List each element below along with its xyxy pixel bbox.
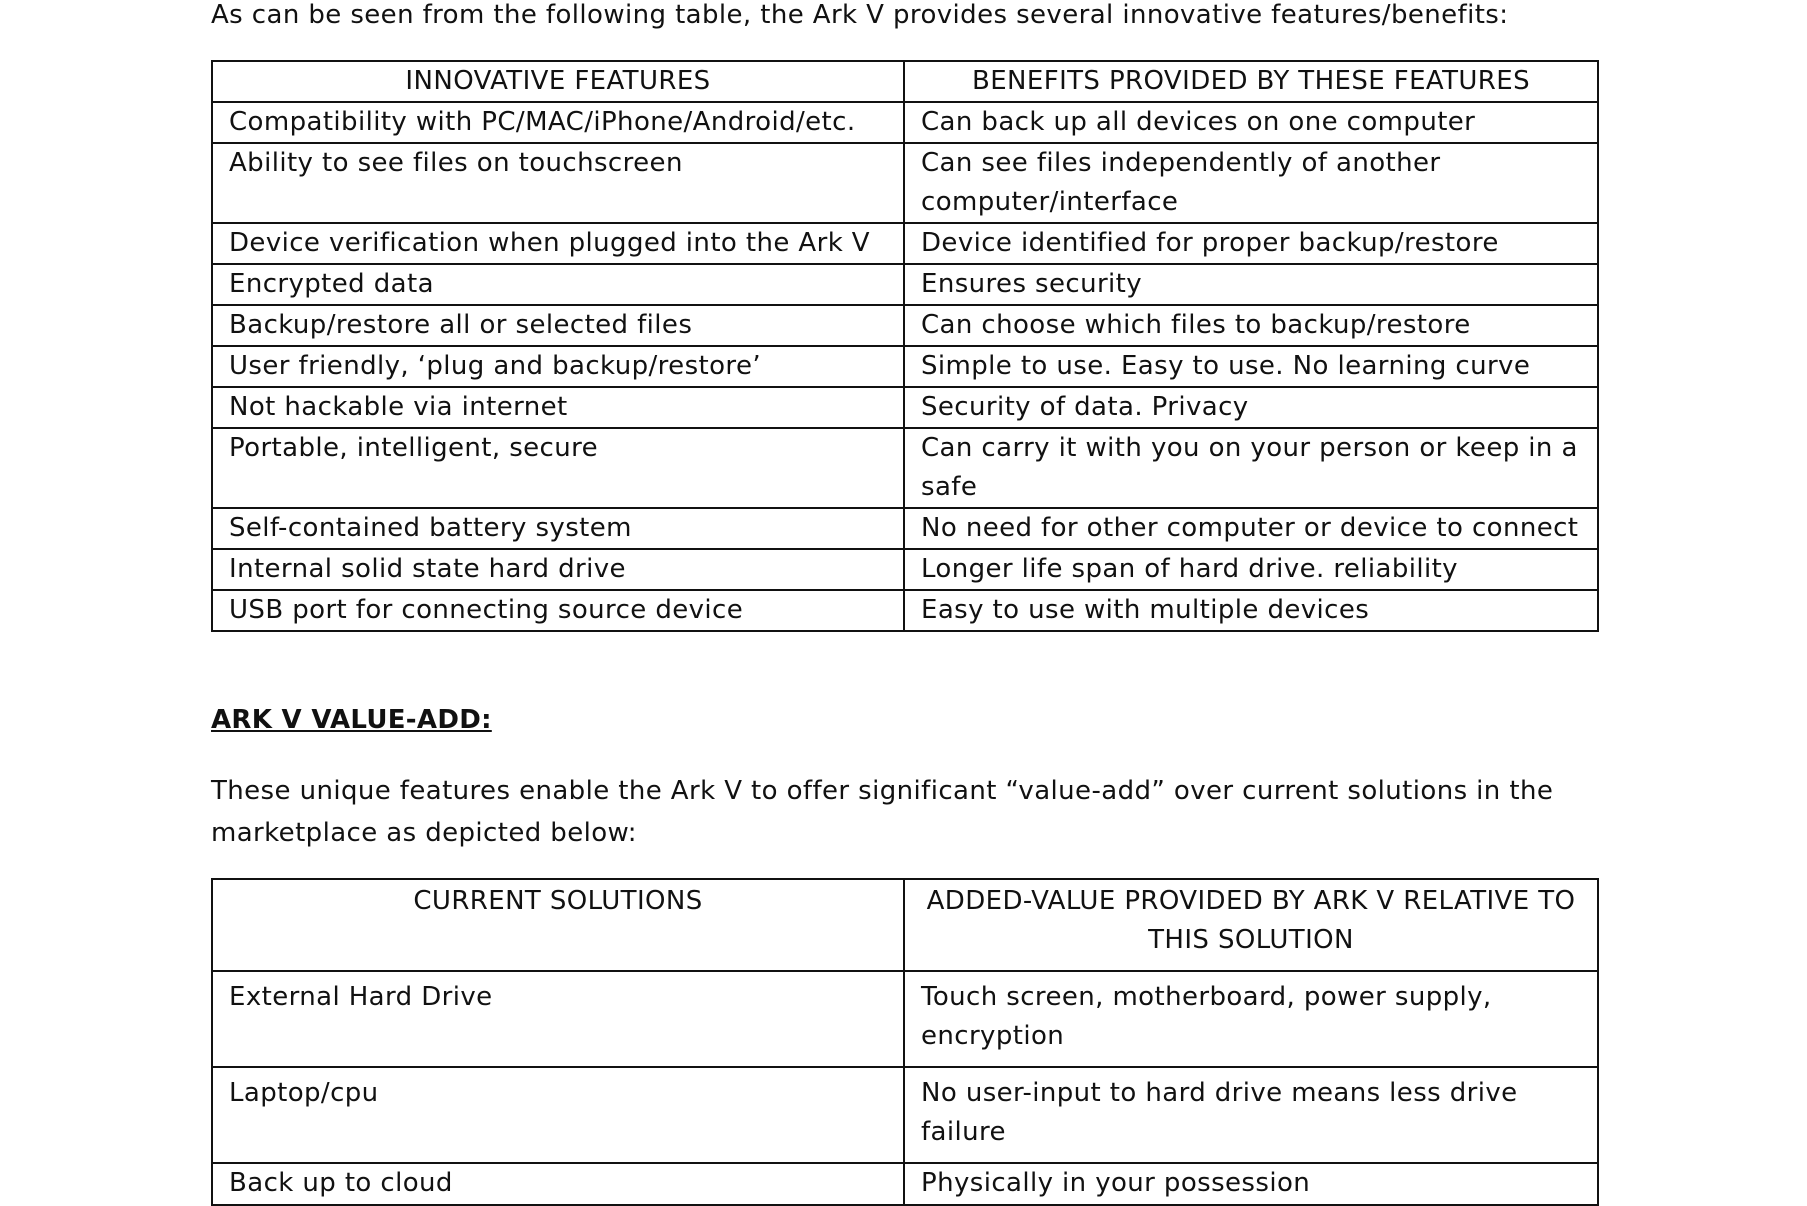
feature-cell: Encrypted data — [212, 264, 904, 305]
solution-cell: Laptop/cpu — [212, 1067, 904, 1163]
benefit-cell: Security of data. Privacy — [904, 387, 1598, 428]
added-value-cell: No user-input to hard drive means less drive failure — [904, 1067, 1598, 1163]
section-heading: ARK V VALUE-ADD: — [211, 705, 492, 735]
benefit-cell: Device identified for proper backup/restore — [904, 223, 1598, 264]
table-row — [212, 387, 1598, 428]
table-row — [212, 264, 1598, 305]
solution-cell: Back up to cloud — [212, 1163, 904, 1205]
feature-cell: Compatibility with PC/MAC/iPhone/Android/etc. — [212, 102, 904, 143]
table-row — [212, 590, 1598, 631]
table-row — [212, 305, 1598, 346]
added-value-cell: Physically in your possession — [904, 1163, 1598, 1205]
solution-cell: External Hard Drive — [212, 971, 904, 1067]
table-header-row — [212, 879, 1598, 971]
table-row — [212, 223, 1598, 264]
feature-cell: USB port for connecting source device — [212, 590, 904, 631]
table-row — [212, 1163, 1598, 1205]
feature-cell: Not hackable via internet — [212, 387, 904, 428]
benefit-cell: Can back up all devices on one computer — [904, 102, 1598, 143]
section-paragraph: These unique features enable the Ark V to offer significant “value-add” over current solutions in the marketplace as depicted below: — [211, 776, 1554, 848]
intro-text: As can be seen from the following table, the Ark V provides several innovative features/benefits: — [211, 0, 1509, 30]
feature-cell: Device verification when plugged into the Ark V — [212, 223, 904, 264]
added-value-cell: Touch screen, motherboard, power supply, encryption — [904, 971, 1598, 1067]
benefit-cell: Longer life span of hard drive. reliability — [904, 549, 1598, 590]
table-row — [212, 428, 1598, 508]
benefit-cell: Easy to use with multiple devices — [904, 590, 1598, 631]
benefit-cell: Simple to use. Easy to use. No learning curve — [904, 346, 1598, 387]
column-header-benefits: BENEFITS PROVIDED BY THESE FEATURES — [904, 61, 1598, 102]
table-row — [212, 1067, 1598, 1163]
feature-cell: Ability to see files on touchscreen — [212, 143, 904, 223]
feature-cell: Self-contained battery system — [212, 508, 904, 549]
table-row — [212, 143, 1598, 223]
column-header-features: INNOVATIVE FEATURES — [212, 61, 904, 102]
column-header-added-value: ADDED-VALUE PROVIDED BY ARK V RELATIVE TO THIS SOLUTION — [904, 879, 1598, 971]
table-header-row — [212, 61, 1598, 102]
features-table — [211, 60, 1599, 632]
table-row — [212, 102, 1598, 143]
benefit-cell: Can see files independently of another computer/interface — [904, 143, 1598, 223]
value-add-table — [211, 878, 1599, 1206]
benefit-cell: Ensures security — [904, 264, 1598, 305]
feature-cell: User friendly, ‘plug and backup/restore’ — [212, 346, 904, 387]
column-header-current-solutions: CURRENT SOLUTIONS — [212, 879, 904, 971]
feature-cell: Portable, intelligent, secure — [212, 428, 904, 508]
table-row — [212, 346, 1598, 387]
feature-cell: Backup/restore all or selected files — [212, 305, 904, 346]
feature-cell: Internal solid state hard drive — [212, 549, 904, 590]
table-row — [212, 508, 1598, 549]
table-row — [212, 549, 1598, 590]
benefit-cell: Can carry it with you on your person or keep in a safe — [904, 428, 1598, 508]
benefit-cell: Can choose which files to backup/restore — [904, 305, 1598, 346]
benefit-cell: No need for other computer or device to connect — [904, 508, 1598, 549]
table-row — [212, 971, 1598, 1067]
